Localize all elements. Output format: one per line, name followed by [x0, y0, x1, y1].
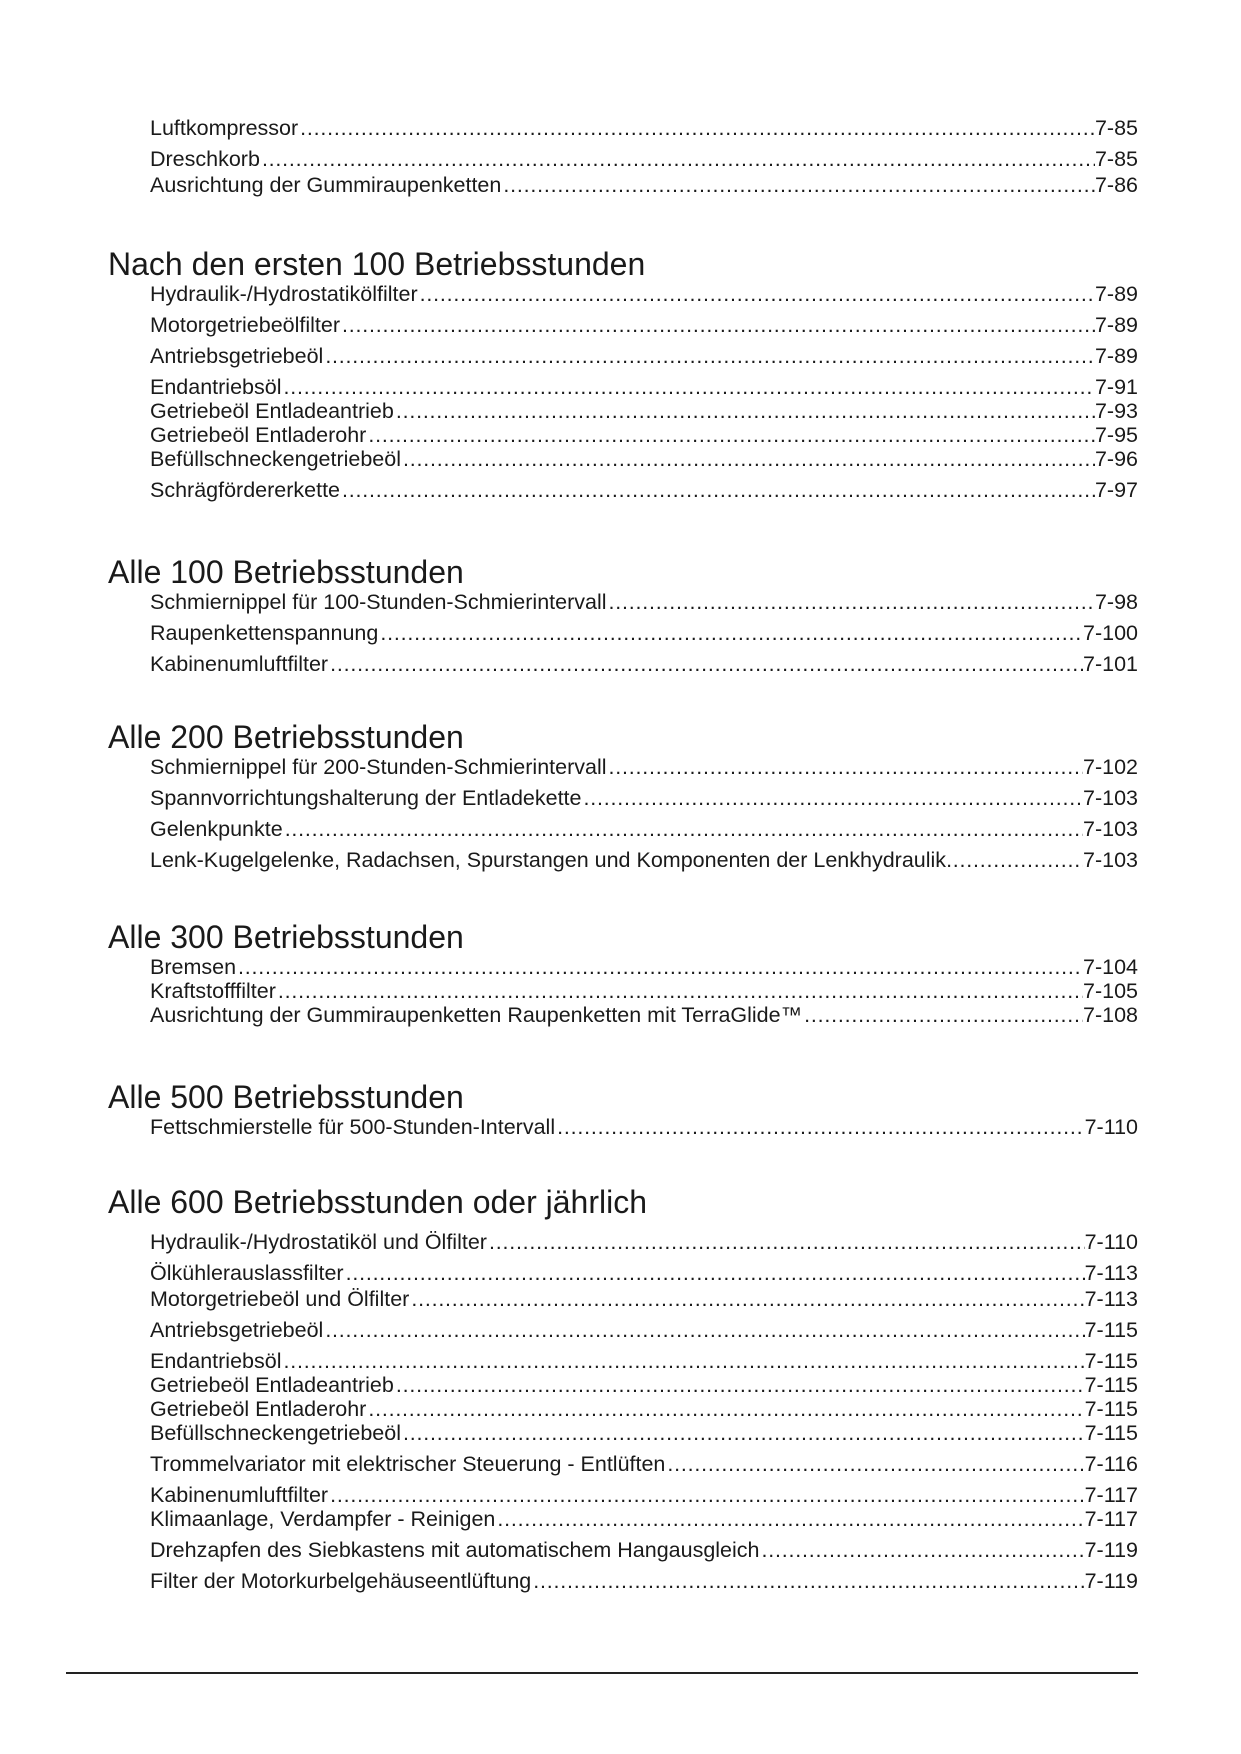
toc-entry[interactable]	[150, 375, 1138, 399]
toc-entry[interactable]	[150, 1349, 1138, 1373]
section-heading: Alle 200 Betriebsstunden	[108, 719, 464, 755]
entry-title: Gelenkpunkte	[150, 817, 283, 841]
dot-leader	[495, 1507, 1084, 1531]
dot-leader	[260, 147, 1095, 171]
entry-page: 7-104	[1083, 955, 1138, 979]
entry-page: 7-85	[1094, 116, 1138, 140]
toc-entry[interactable]	[150, 621, 1138, 645]
dot-leader	[281, 1349, 1084, 1373]
entry-page: 7-98	[1094, 590, 1138, 614]
entry-title: Antriebsgetriebeöl	[150, 344, 324, 368]
entry-title: Luftkompressor	[150, 116, 299, 140]
dot-leader	[276, 979, 1083, 1003]
dot-leader	[366, 423, 1095, 447]
toc-entry[interactable]	[150, 1397, 1138, 1421]
toc-section-every-200-hours	[108, 721, 1138, 872]
dot-leader	[555, 1115, 1084, 1139]
entry-title: Klimaanlage, Verdampfer - Reinigen	[150, 1507, 496, 1531]
dot-leader	[340, 313, 1095, 337]
entry-title: Hydraulik-/Hydrostatiköl und Ölfilter	[150, 1230, 487, 1254]
dot-leader	[401, 447, 1095, 471]
entry-page: 7-89	[1094, 344, 1138, 368]
toc-section-every-100-hours	[108, 556, 1138, 676]
toc-entry[interactable]	[150, 313, 1138, 337]
dot-leader	[236, 955, 1083, 979]
entry-page: 7-115	[1084, 1421, 1138, 1445]
toc-entry[interactable]	[150, 1287, 1138, 1311]
dot-leader	[298, 116, 1095, 140]
toc-section-continuation	[108, 116, 1138, 197]
toc-entry[interactable]	[150, 1261, 1138, 1285]
toc-entry[interactable]	[150, 147, 1138, 171]
dot-leader	[501, 173, 1095, 197]
entry-page: 7-110	[1084, 1115, 1138, 1139]
entry-page: 7-103	[1083, 848, 1138, 872]
entry-title: Endantriebsöl	[150, 375, 282, 399]
entry-title: Schmiernippel für 200-Stunden-Schmierintervall	[150, 755, 607, 779]
dot-leader	[344, 1261, 1085, 1285]
entry-title: Spannvorrichtungshalterung der Entladekette	[150, 786, 582, 810]
entry-title: Ausrichtung der Gummiraupenketten Raupenketten mit TerraGlide™	[150, 1003, 803, 1027]
toc-entry[interactable]	[150, 1318, 1138, 1342]
entry-title: Filter der Motorkurbelgehäuseentlüftung	[150, 1569, 532, 1593]
entry-title: Endantriebsöl	[150, 1349, 282, 1373]
toc-entry[interactable]	[150, 817, 1138, 841]
toc-section-every-300-hours	[108, 921, 1138, 1027]
toc-entry[interactable]	[150, 1452, 1138, 1476]
dot-leader	[760, 1538, 1085, 1562]
dot-leader	[946, 848, 1083, 872]
entry-title: Hydraulik-/Hydrostatikölfilter	[150, 282, 418, 306]
dot-leader	[802, 1003, 1083, 1027]
entry-title: Getriebeöl Entladerohr	[150, 1397, 367, 1421]
toc-section-every-600-hours-or-yearly	[108, 1186, 1138, 1593]
toc-entry[interactable]	[150, 478, 1138, 502]
dot-leader	[607, 590, 1095, 614]
entry-page: 7-102	[1083, 755, 1138, 779]
entry-title: Getriebeöl Entladeantrieb	[150, 1373, 394, 1397]
entry-page: 7-105	[1083, 979, 1138, 1003]
entry-title: Motorgetriebeöl und Ölfilter	[150, 1287, 410, 1311]
entry-title: Getriebeöl Entladerohr	[150, 423, 367, 447]
dot-leader	[401, 1421, 1085, 1445]
entry-page: 7-115	[1084, 1397, 1138, 1421]
entry-page: 7-86	[1094, 173, 1138, 197]
entry-title: Drehzapfen des Siebkastens mit automatischem Hangausgleich	[150, 1538, 760, 1562]
dot-leader	[581, 786, 1083, 810]
dot-leader	[328, 652, 1083, 676]
entry-title: Ölkühlerauslassfilter	[150, 1261, 344, 1285]
entry-page: 7-115	[1084, 1349, 1138, 1373]
dot-leader	[328, 1483, 1085, 1507]
toc-entry[interactable]	[150, 399, 1138, 423]
dot-leader	[283, 817, 1083, 841]
entry-page: 7-115	[1084, 1373, 1138, 1397]
dot-leader	[418, 282, 1095, 306]
entry-page: 7-97	[1094, 478, 1138, 502]
entry-page: 7-115	[1084, 1318, 1138, 1342]
toc-entry[interactable]	[150, 1538, 1138, 1562]
entry-page: 7-89	[1094, 313, 1138, 337]
toc-entry[interactable]	[150, 755, 1138, 779]
toc-entry[interactable]	[150, 447, 1138, 471]
toc-entry[interactable]	[150, 1115, 1138, 1139]
toc-entry[interactable]	[150, 786, 1138, 810]
entry-page: 7-110	[1084, 1230, 1138, 1254]
entry-page: 7-85	[1094, 147, 1138, 171]
toc-entry[interactable]	[150, 1421, 1138, 1445]
toc-section-every-500-hours	[108, 1081, 1138, 1139]
toc-entry[interactable]	[150, 652, 1138, 676]
entry-page: 7-113	[1084, 1261, 1138, 1285]
dot-leader	[281, 375, 1094, 399]
toc-entry[interactable]	[150, 979, 1138, 1003]
dot-leader	[394, 1373, 1085, 1397]
dot-leader	[607, 755, 1084, 779]
toc-entry[interactable]	[150, 1569, 1138, 1593]
entry-page: 7-100	[1083, 621, 1138, 645]
toc-entry[interactable]	[150, 1507, 1138, 1531]
section-heading: Nach den ersten 100 Betriebsstunden	[108, 246, 646, 282]
entry-page: 7-95	[1094, 423, 1138, 447]
entry-title: Kabinenumluftfilter	[150, 652, 329, 676]
entry-page: 7-117	[1084, 1507, 1138, 1531]
entry-title: Trommelvariator mit elektrischer Steuerung - Entlüften	[150, 1452, 666, 1476]
entry-title: Antriebsgetriebeöl	[150, 1318, 324, 1342]
dot-leader	[409, 1287, 1084, 1311]
entry-title: Ausrichtung der Gummiraupenketten	[150, 173, 502, 197]
entry-title: Befüllschneckengetriebeöl	[150, 1421, 401, 1445]
toc-entry[interactable]	[150, 1483, 1138, 1507]
entry-title: Schmiernippel für 100-Stunden-Schmierintervall	[150, 590, 607, 614]
dot-leader	[323, 344, 1095, 368]
dot-leader	[531, 1569, 1084, 1593]
entry-page: 7-96	[1094, 447, 1138, 471]
entry-page: 7-93	[1094, 399, 1138, 423]
dot-leader	[340, 478, 1095, 502]
toc-entry[interactable]	[150, 344, 1138, 368]
entry-title: Schrägfördererkette	[150, 478, 341, 502]
toc-entry[interactable]	[150, 1373, 1138, 1397]
entry-title: Dreschkorb	[150, 147, 260, 171]
entry-page: 7-103	[1083, 786, 1138, 810]
entry-page: 7-91	[1094, 375, 1138, 399]
entry-page: 7-119	[1084, 1538, 1138, 1562]
toc-entry[interactable]	[150, 955, 1138, 979]
entry-title: Befüllschneckengetriebeöl	[150, 447, 401, 471]
dot-leader	[665, 1452, 1084, 1476]
toc-entry[interactable]	[150, 173, 1138, 197]
toc-entry[interactable]	[150, 590, 1138, 614]
toc-section-first-100-hours	[108, 248, 1138, 502]
dot-leader	[366, 1397, 1084, 1421]
section-heading: Alle 300 Betriebsstunden	[108, 919, 464, 955]
footer-divider	[66, 1672, 1138, 1674]
dot-leader	[394, 399, 1095, 423]
dot-leader	[487, 1230, 1085, 1254]
dot-leader	[323, 1318, 1084, 1342]
entry-title: Getriebeöl Entladeantrieb	[150, 399, 394, 423]
section-heading: Alle 100 Betriebsstunden	[108, 554, 464, 590]
entry-page: 7-101	[1083, 652, 1138, 676]
toc-entry[interactable]	[150, 423, 1138, 447]
entry-title: Kraftstofffilter	[150, 979, 276, 1003]
entry-title: Raupenkettenspannung	[150, 621, 379, 645]
entry-page: 7-117	[1084, 1483, 1138, 1507]
section-heading: Alle 600 Betriebsstunden oder jährlich	[108, 1184, 647, 1220]
toc-entry[interactable]	[150, 1230, 1138, 1254]
toc-entry[interactable]	[150, 116, 1138, 140]
entry-page: 7-113	[1084, 1287, 1138, 1311]
toc-entry[interactable]	[150, 1003, 1138, 1027]
entry-title: Motorgetriebeölfilter	[150, 313, 341, 337]
entry-page: 7-103	[1083, 817, 1138, 841]
toc-entry[interactable]	[150, 282, 1138, 306]
entry-title: Fettschmierstelle für 500-Stunden-Intervall	[150, 1115, 556, 1139]
entry-title: Bremsen	[150, 955, 237, 979]
entry-title: Lenk-Kugelgelenke, Radachsen, Spurstangen und Komponenten der Lenkhydraulik	[150, 848, 947, 872]
entry-page: 7-89	[1094, 282, 1138, 306]
section-heading: Alle 500 Betriebsstunden	[108, 1079, 464, 1115]
entry-page: 7-119	[1084, 1569, 1138, 1593]
entry-title: Kabinenumluftfilter	[150, 1483, 329, 1507]
dot-leader	[378, 621, 1083, 645]
entry-page: 7-108	[1083, 1003, 1138, 1027]
entry-page: 7-116	[1084, 1452, 1138, 1476]
toc-entry[interactable]	[150, 848, 1138, 872]
